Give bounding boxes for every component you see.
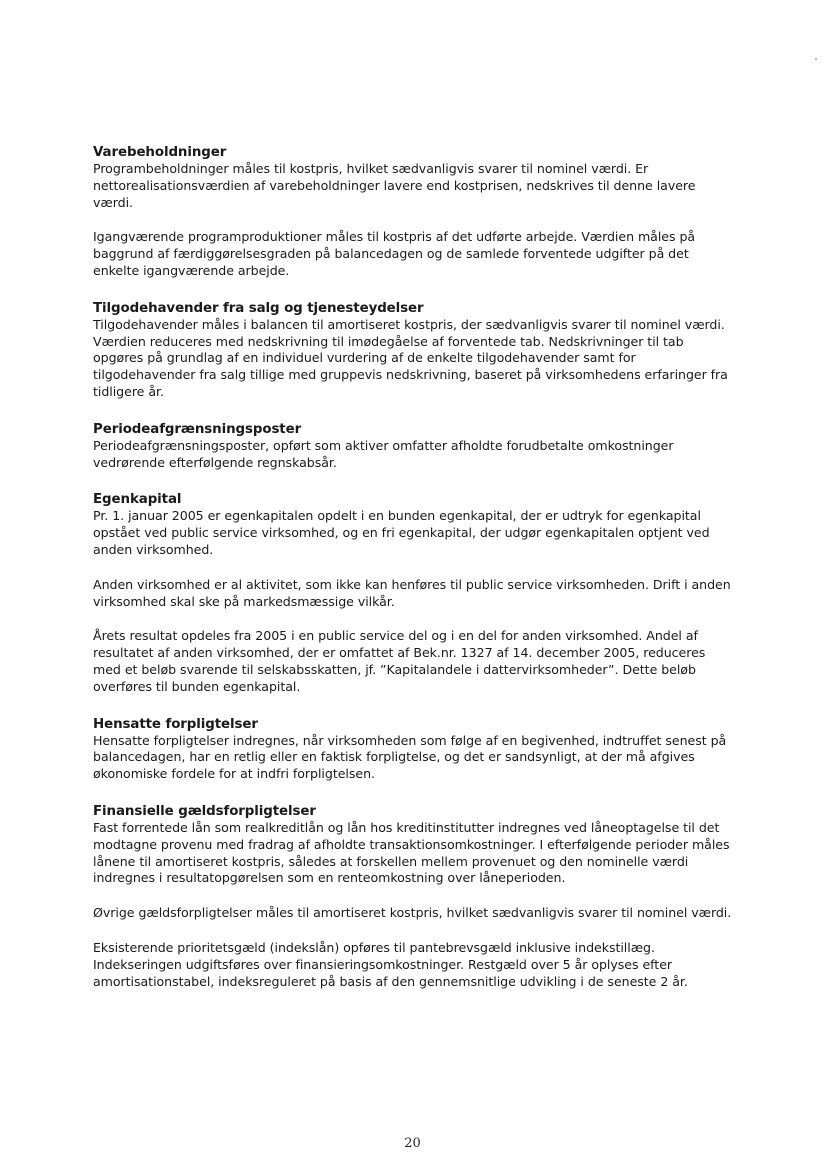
section-heading: Varebeholdninger bbox=[93, 145, 227, 160]
section-hensatte-forpligtelser bbox=[93, 716, 733, 783]
paragraph: Tilgodehavender måles i balancen til amortiseret kostpris, der sædvanligvis svarer til nominel værdi. Værdien reduceres med nedskrivning til imødegåelse af forventede tab. Nedskrivninger til tab opgøres på grundlag af en individuel vurdering af de enkelte tilgodehavender samt for tilgodehavender fra salg tillige med gruppevis nedskrivning, baseret på virksomhedens erfaringer fra tidligere år. bbox=[93, 316, 728, 399]
section-heading: Hensatte forpligtelser bbox=[93, 716, 258, 732]
paragraph: Årets resultat opdeles fra 2005 i en public service del og i en del for anden virksomhed. Andel af resultatet af anden virksomhed, der er omfattet af Bek.nr. 1327 af 14. december 2005, reduceres med et beløb svarende til selskabsskatten, jf. ”Kapitalandele i dattervirksomheder”. Dette beløb overføres til bunden egenkapital. bbox=[93, 628, 706, 694]
paragraph: Pr. 1. januar 2005 er egenkapitalen opdelt i en bunden egenkapital, der er udtryk for egenkapital opstået ved public service virksomhed, og en fri egenkapital, der udgør egenkapitalen optjent ved anden virksomhed. bbox=[93, 508, 710, 557]
section-periodeafgraensningsposter bbox=[93, 421, 733, 472]
section-egenkapital bbox=[93, 491, 733, 695]
section-varebeholdninger bbox=[93, 144, 733, 280]
paragraph: Programbeholdninger måles til kostpris, hvilket sædvanligvis svarer til nominel værdi. Er nettorealisationsværdien af varebeholdninger lavere end kostprisen, nedskrives til denne lavere værdi. bbox=[93, 161, 696, 210]
page-number: 20 bbox=[404, 1136, 421, 1151]
scan-speck bbox=[815, 58, 817, 60]
section-heading: Periodeafgrænsningsposter bbox=[93, 421, 302, 437]
section-heading: Tilgodehavender fra salg og tjenesteydelser bbox=[93, 300, 424, 316]
page-body bbox=[93, 144, 733, 1010]
paragraph: Periodeafgrænsningsposter, opført som aktiver omfatter afholdte forudbetalte omkostninger vedrørende efterfølgende regnskabsår. bbox=[93, 437, 674, 470]
section-heading: Finansielle gældsforpligtelser bbox=[93, 803, 316, 819]
paragraph: Hensatte forpligtelser indregnes, når virksomheden som følge af en begivenhed, indtruffet senest på balancedagen, har en retlig eller en faktisk forpligtelse, og det er sandsynligt, at der må afgives økonomiske fordele for at indfri forpligtelsen. bbox=[93, 732, 727, 782]
paragraph: Eksisterende prioritetsgæld (indekslån) opføres til pantebrevsgæld inklusive indekstillæg. Indekseringen udgiftsføres over finansieringsomkostninger. Restgæld over 5 år oplyses efter amortisationstabel, indeksreguleret på basis af den gennemsnitlige udvikling i de seneste 2 år. bbox=[93, 939, 688, 989]
section-heading: Egenkapital bbox=[93, 492, 182, 508]
section-tilgodehavender bbox=[93, 300, 733, 401]
section-finansielle-gaeldsforpligtelser bbox=[93, 803, 733, 990]
paragraph: Igangværende programproduktioner måles til kostpris af det udførte arbejde. Værdien måles på baggrund af færdiggørelsesgraden på balancedagen og de samlede forventede udgifter på det enkelte igangværende arbejde. bbox=[93, 229, 696, 278]
paragraph: Øvrige gældsforpligtelser måles til amortiseret kostpris, hvilket sædvanligvis svarer til nominel værdi. bbox=[93, 905, 732, 921]
paragraph: Fast forrentede lån som realkreditlån og lån hos kreditinstitutter indregnes ved låneoptagelse til det modtagne provenu med fradrag af afholdte transaktionsomkostninger. I efterfølgende perioder måles lånene til amortiseret kostpris, således at forskellen mellem provenuet og den nominelle værdi indregnes i resultatopgørelsen som en renteomkostning over låneperioden. bbox=[93, 819, 730, 886]
paragraph: Anden virksomhed er al aktivitet, som ikke kan henføres til public service virksomheden. Drift i anden virksomhed skal ske på markedsmæssige vilkår. bbox=[93, 576, 731, 609]
